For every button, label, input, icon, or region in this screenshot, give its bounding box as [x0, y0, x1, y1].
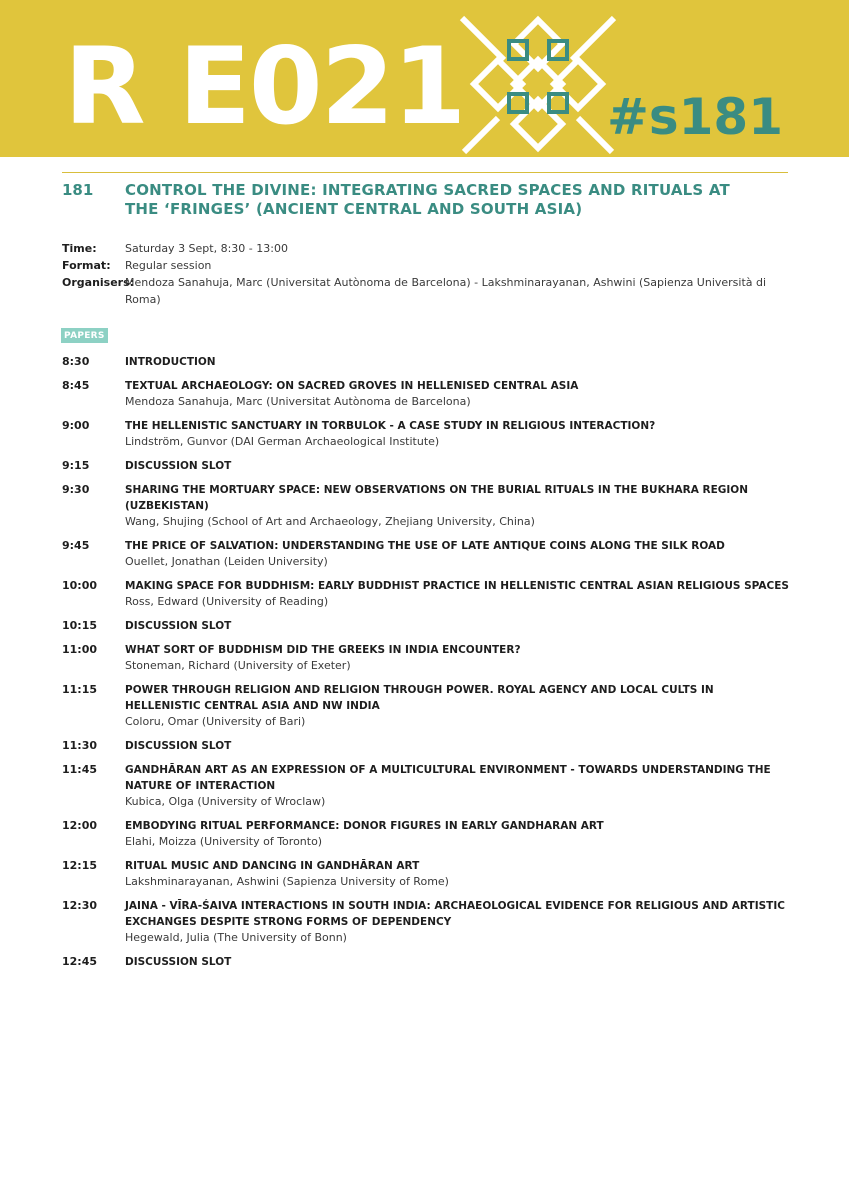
- slot-time: 8:45: [62, 379, 90, 392]
- slot-author: Ross, Edward (University of Reading): [125, 595, 329, 608]
- slot-author: Lakshminarayanan, Ashwini (Sapienza University of Rome): [125, 875, 449, 888]
- slot-title: MAKING SPACE FOR BUDDHISM: EARLY BUDDHIST PRACTICE IN HELLENISTIC CENTRAL ASIAN RELIGIOUS SPACES: [125, 580, 789, 592]
- slot-title: SHARING THE MORTUARY SPACE: NEW OBSERVATIONS ON THE BURIAL RITUALS IN THE BUKHARA REGION (UZBEKISTAN): [125, 484, 748, 512]
- slot-author: Elahi, Moizza (University of Toronto): [125, 835, 323, 848]
- slot-time: 11:30: [62, 739, 98, 752]
- detail-value: Regular session: [125, 259, 212, 272]
- slot-time: 12:15: [62, 859, 98, 872]
- title-divider: [62, 172, 788, 173]
- programme-slot: [62, 858, 792, 890]
- detail-row-format: [62, 257, 792, 274]
- programme-slot: [62, 642, 792, 674]
- slot-author: Coloru, Omar (University of Bari): [125, 715, 306, 728]
- slot-time: 9:30: [62, 483, 90, 496]
- programme-slot: [62, 538, 792, 570]
- detail-label: Time:: [62, 242, 97, 255]
- programme-slot: [62, 378, 792, 410]
- slot-time: 8:30: [62, 355, 90, 368]
- slot-time: 9:45: [62, 539, 90, 552]
- slot-title: THE HELLENISTIC SANCTUARY IN TORBULOK - A CASE STUDY IN RELIGIOUS INTERACTION?: [125, 420, 656, 432]
- session-code: R E021: [64, 25, 465, 148]
- slot-time: 11:00: [62, 643, 98, 656]
- slot-title: RITUAL MUSIC AND DANCING IN GANDHĀRAN ART: [125, 860, 420, 872]
- header-banner: [0, 0, 849, 157]
- programme-slot: [62, 578, 792, 610]
- slot-author: Stoneman, Richard (University of Exeter): [125, 659, 351, 672]
- papers-badge: PAPERS: [61, 328, 108, 343]
- session-number: 181: [62, 181, 94, 199]
- slot-title: POWER THROUGH RELIGION AND RELIGION THROUGH POWER. ROYAL AGENCY AND LOCAL CULTS IN HELLENISTIC CENTRAL ASIA AND NW INDIA: [125, 684, 714, 712]
- slot-author: Kubica, Olga (University of Wroclaw): [125, 795, 326, 808]
- programme-slot: [62, 818, 792, 850]
- session-details: [62, 240, 792, 308]
- slot-time: 12:00: [62, 819, 98, 832]
- slot-time: 9:00: [62, 419, 90, 432]
- programme-slot: [62, 354, 792, 370]
- programme-slot: [62, 458, 792, 474]
- detail-row-organisers: [62, 274, 792, 308]
- slot-title: EMBODYING RITUAL PERFORMANCE: DONOR FIGURES IN EARLY GANDHARAN ART: [125, 820, 604, 832]
- slot-author: Wang, Shujing (School of Art and Archaeology, Zhejiang University, China): [125, 515, 535, 528]
- detail-row-time: [62, 240, 792, 257]
- slot-time: 9:15: [62, 459, 90, 472]
- slot-time: 12:45: [62, 955, 98, 968]
- programme-slot: [62, 898, 792, 946]
- slot-author: Mendoza Sanahuja, Marc (Universitat Autònoma de Barcelona): [125, 395, 471, 408]
- slot-author: Ouellet, Jonathan (Leiden University): [125, 555, 328, 568]
- session-title: CONTROL THE DIVINE: INTEGRATING SACRED SPACES AND RITUALS AT THE ‘FRINGES’ (ANCIENT CENTRAL AND SOUTH ASIA): [125, 181, 730, 218]
- slot-title: DISCUSSION SLOT: [125, 740, 232, 752]
- programme-slot: [62, 738, 792, 754]
- slot-title: THE PRICE OF SALVATION: UNDERSTANDING THE USE OF LATE ANTIQUE COINS ALONG THE SILK ROAD: [125, 540, 725, 552]
- programme-slot: [62, 762, 792, 810]
- slot-author: Lindström, Gunvor (DAI German Archaeological Institute): [125, 435, 440, 448]
- programme-slot: [62, 682, 792, 730]
- programme-slot: [62, 954, 792, 970]
- slot-title: WHAT SORT OF BUDDHISM DID THE GREEKS IN INDIA ENCOUNTER?: [125, 644, 521, 656]
- detail-value: Saturday 3 Sept, 8:30 - 13:00: [125, 242, 288, 255]
- slot-title: TEXTUAL ARCHAEOLOGY: ON SACRED GROVES IN HELLENISED CENTRAL ASIA: [125, 380, 579, 392]
- slot-time: 11:15: [62, 683, 98, 696]
- slot-title: INTRODUCTION: [125, 356, 216, 368]
- slot-time: 11:45: [62, 763, 98, 776]
- programme-slot: [62, 482, 792, 530]
- slot-time: 12:30: [62, 899, 98, 912]
- slot-title: DISCUSSION SLOT: [125, 956, 232, 968]
- slot-time: 10:15: [62, 619, 98, 632]
- programme-slot: [62, 618, 792, 634]
- detail-value: Mendoza Sanahuja, Marc (Universitat Autònoma de Barcelona) - Lakshminarayanan, Ashwini (Sapienza Università di Roma): [125, 276, 767, 306]
- programme-slot: [62, 418, 792, 450]
- slot-title: GANDHĀRAN ART AS AN EXPRESSION OF A MULTICULTURAL ENVIRONMENT - TOWARDS UNDERSTANDING THE NATURE OF INTERACTION: [125, 764, 771, 792]
- slot-title: DISCUSSION SLOT: [125, 460, 232, 472]
- slot-time: 10:00: [62, 579, 98, 592]
- session-hashtag: #s181: [606, 88, 783, 146]
- diamond-pattern-logo: [458, 12, 618, 157]
- programme-list: [62, 354, 792, 978]
- detail-label: Format:: [62, 259, 111, 272]
- detail-label: Organisers:: [62, 276, 135, 289]
- slot-title: DISCUSSION SLOT: [125, 620, 232, 632]
- slot-author: Hegewald, Julia (The University of Bonn): [125, 931, 347, 944]
- slot-title: JAINA - VĪRA-ŚAIVA INTERACTIONS IN SOUTH INDIA: ARCHAEOLOGICAL EVIDENCE FOR RELIGIOUS AND ARTISTIC EXCHANGES DESPITE STRONG FORMS OF DEPENDENCY: [125, 900, 785, 928]
